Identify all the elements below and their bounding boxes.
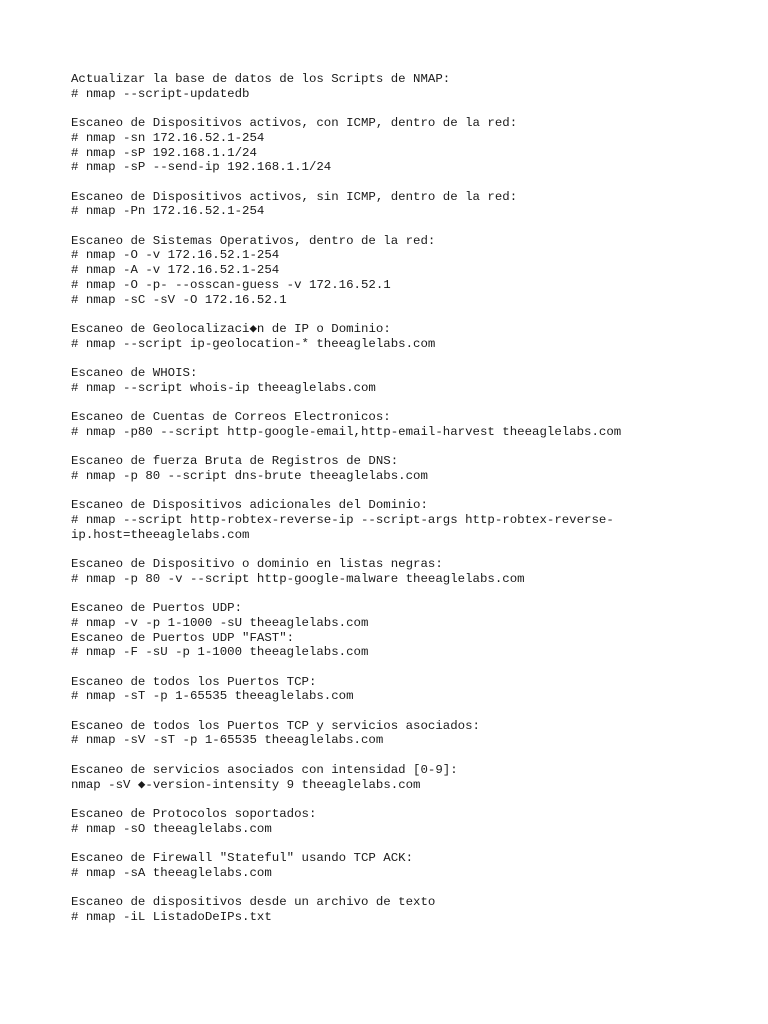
section-heading: Actualizar la base de datos de los Scripts de NMAP: (71, 72, 451, 86)
command-line: # nmap -p 80 --script dns-brute theeaglelabs.com (71, 468, 428, 483)
section-heading: Escaneo de Puertos UDP "FAST": (71, 630, 295, 645)
command-line: # nmap -sO theeaglelabs.com (71, 821, 272, 836)
section-heading: Escaneo de Dispositivo o dominio en listas negras: (71, 557, 443, 572)
section-heading: Escaneo de Dispositivos activos, sin ICMP, dentro de la red: (71, 189, 518, 204)
section-heading: Escaneo de Dispositivos activos, con ICMP, dentro de la red: (71, 116, 518, 131)
command-section (71, 366, 751, 395)
command-section (71, 557, 751, 586)
command-section (71, 190, 751, 219)
section-heading: Escaneo de fuerza Bruta de Registros de DNS: (71, 454, 399, 469)
section-heading: Escaneo de Firewall "Stateful" usando TCP ACK: (71, 851, 414, 866)
section-heading: Escaneo de todos los Puertos TCP y servicios asociados: (71, 718, 480, 733)
command-line: # nmap -O -v 172.16.52.1-254 (71, 248, 280, 263)
command-section (71, 719, 751, 748)
command-line: # nmap --script whois-ip theeaglelabs.com (71, 380, 376, 395)
section-heading: Escaneo de dispositivos desde un archivo de texto (71, 895, 436, 910)
command-line: # nmap -sV -sT -p 1-65535 theeaglelabs.com (71, 733, 384, 748)
command-line: # nmap -sn 172.16.52.1-254 (71, 130, 265, 145)
command-line: # nmap -A -v 172.16.52.1-254 (71, 263, 280, 278)
command-line: # nmap --script ip-geolocation-* theeaglelabs.com (71, 336, 436, 351)
command-line: # nmap -Pn 172.16.52.1-254 (71, 204, 265, 219)
section-heading: Escaneo de Geolocalizaci◆n de IP o Dominio: (71, 321, 391, 336)
command-section (71, 498, 751, 542)
command-line: # nmap -p80 --script http-google-email,http-email-harvest theeaglelabs.com (71, 424, 622, 439)
command-section (71, 675, 751, 704)
section-heading: Escaneo de Puertos UDP: (71, 601, 243, 616)
section-heading: Escaneo de Protocolos soportados: (71, 806, 317, 821)
command-line: # nmap -sP 192.168.1.1/24 (71, 145, 257, 160)
command-line: # nmap -p 80 -v --script http-google-malware theeaglelabs.com (71, 571, 525, 586)
command-line: # nmap --script-updatedb (71, 86, 250, 101)
command-section (71, 895, 751, 924)
command-line: # nmap -v -p 1-1000 -sU theeaglelabs.com (71, 615, 369, 630)
section-heading: Escaneo de Cuentas de Correos Electronicos: (71, 410, 391, 425)
command-line: # nmap -iL ListadoDeIPs.txt (71, 909, 272, 924)
command-section (71, 601, 751, 660)
command-section (71, 410, 751, 439)
document-body (71, 72, 751, 939)
section-heading: Escaneo de Dispositivos adicionales del Dominio: (71, 498, 428, 513)
command-line: ip.host=theeaglelabs.com (71, 527, 250, 542)
section-heading: Escaneo de Sistemas Operativos, dentro de la red: (71, 233, 436, 248)
command-section (71, 807, 751, 836)
command-line: # nmap --script http-robtex-reverse-ip --script-args http-robtex-reverse- (71, 512, 614, 527)
command-line: nmap -sV ◆-version-intensity 9 theeaglelabs.com (71, 777, 421, 792)
section-heading: Escaneo de WHOIS: (71, 365, 198, 380)
section-heading: Escaneo de todos los Puertos TCP: (71, 674, 317, 689)
command-line: # nmap -sP --send-ip 192.168.1.1/24 (71, 160, 332, 175)
command-line: # nmap -sA theeaglelabs.com (71, 865, 272, 880)
command-section (71, 454, 751, 483)
command-section (71, 116, 751, 175)
command-section (71, 322, 751, 351)
command-section (71, 234, 751, 308)
command-line: # nmap -sC -sV -O 172.16.52.1 (71, 292, 287, 307)
command-section (71, 763, 751, 792)
command-section (71, 851, 751, 880)
command-line: # nmap -sT -p 1-65535 theeaglelabs.com (71, 689, 354, 704)
command-line: # nmap -O -p- --osscan-guess -v 172.16.52.1 (71, 277, 391, 292)
command-section (71, 72, 751, 101)
section-heading: Escaneo de servicios asociados con intensidad [0-9]: (71, 762, 458, 777)
command-line: # nmap -F -sU -p 1-1000 theeaglelabs.com (71, 645, 369, 660)
